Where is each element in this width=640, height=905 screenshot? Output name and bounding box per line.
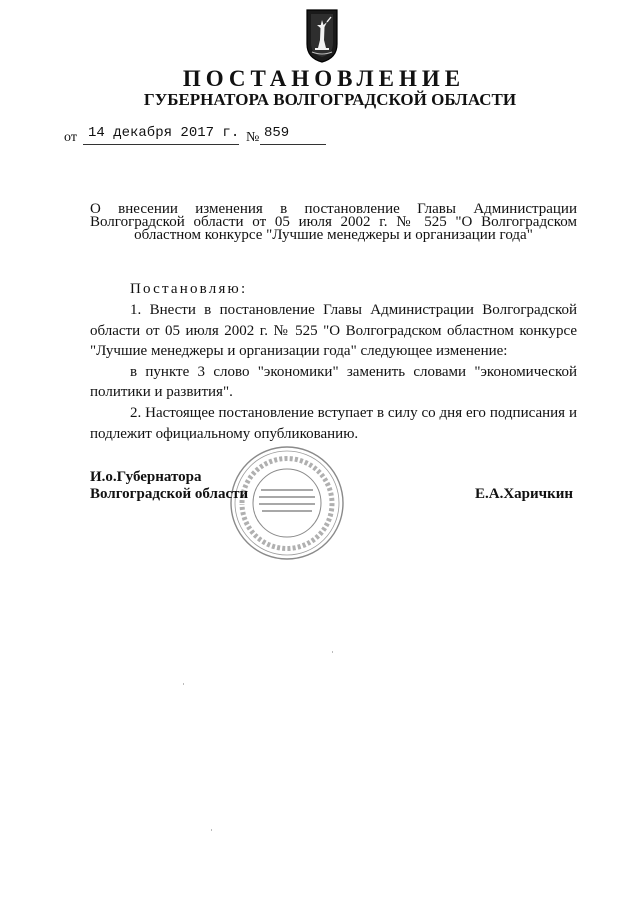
signer-name: Е.А.Харичкин — [475, 486, 574, 502]
document-subject — [90, 203, 577, 243]
subject-line: О внесении изменения в постановление Главы Администрации — [90, 201, 577, 217]
scan-speck — [211, 829, 212, 831]
signer-position — [90, 469, 248, 503]
document-number: 859 — [264, 125, 290, 141]
number-underline — [260, 144, 326, 145]
subject-line: областном конкурсе "Лучшие менеджеры и организации года" — [134, 227, 533, 243]
date-underline — [83, 144, 239, 145]
body-paragraph: 2. Настоящее постановление вступает в силу со дня его подписания и подлежит официальному опубликованию. — [90, 404, 577, 442]
document-date: 14 декабря 2017 г. — [88, 125, 240, 141]
coat-of-arms-emblem — [305, 8, 339, 64]
body-paragraph: в пункте 3 слово "экономики" заменить словами "экономической политики и развития". — [90, 363, 577, 401]
document-body — [90, 300, 577, 444]
document-subtitle: ГУБЕРНАТОРА ВОЛГОГРАДСКОЙ ОБЛАСТИ — [143, 90, 517, 109]
body-paragraph: 1. Внести в постановление Главы Администрации Волгоградской области от 05 июля 2002 г. № 525 "О Волгоградском областном конкурсе "Лучшие менеджеры и организации года" следующее изменение: — [90, 302, 577, 360]
subject-line: Волгоградской области от 05 июля 2002 г. № 525 "О Волгоградском — [90, 214, 577, 230]
signer-position-line: И.о.Губернатора — [90, 469, 202, 485]
decree-word: Постановляю: — [130, 281, 248, 297]
number-prefix: № — [246, 130, 260, 145]
official-seal — [228, 444, 346, 562]
document-title: ПОСТАНОВЛЕНИЕ — [182, 66, 466, 91]
document-meta — [64, 124, 364, 148]
signer-position-line: Волгоградской области — [90, 486, 249, 502]
date-prefix: от — [64, 130, 77, 145]
scan-speck — [183, 683, 184, 685]
scan-speck — [332, 651, 333, 653]
